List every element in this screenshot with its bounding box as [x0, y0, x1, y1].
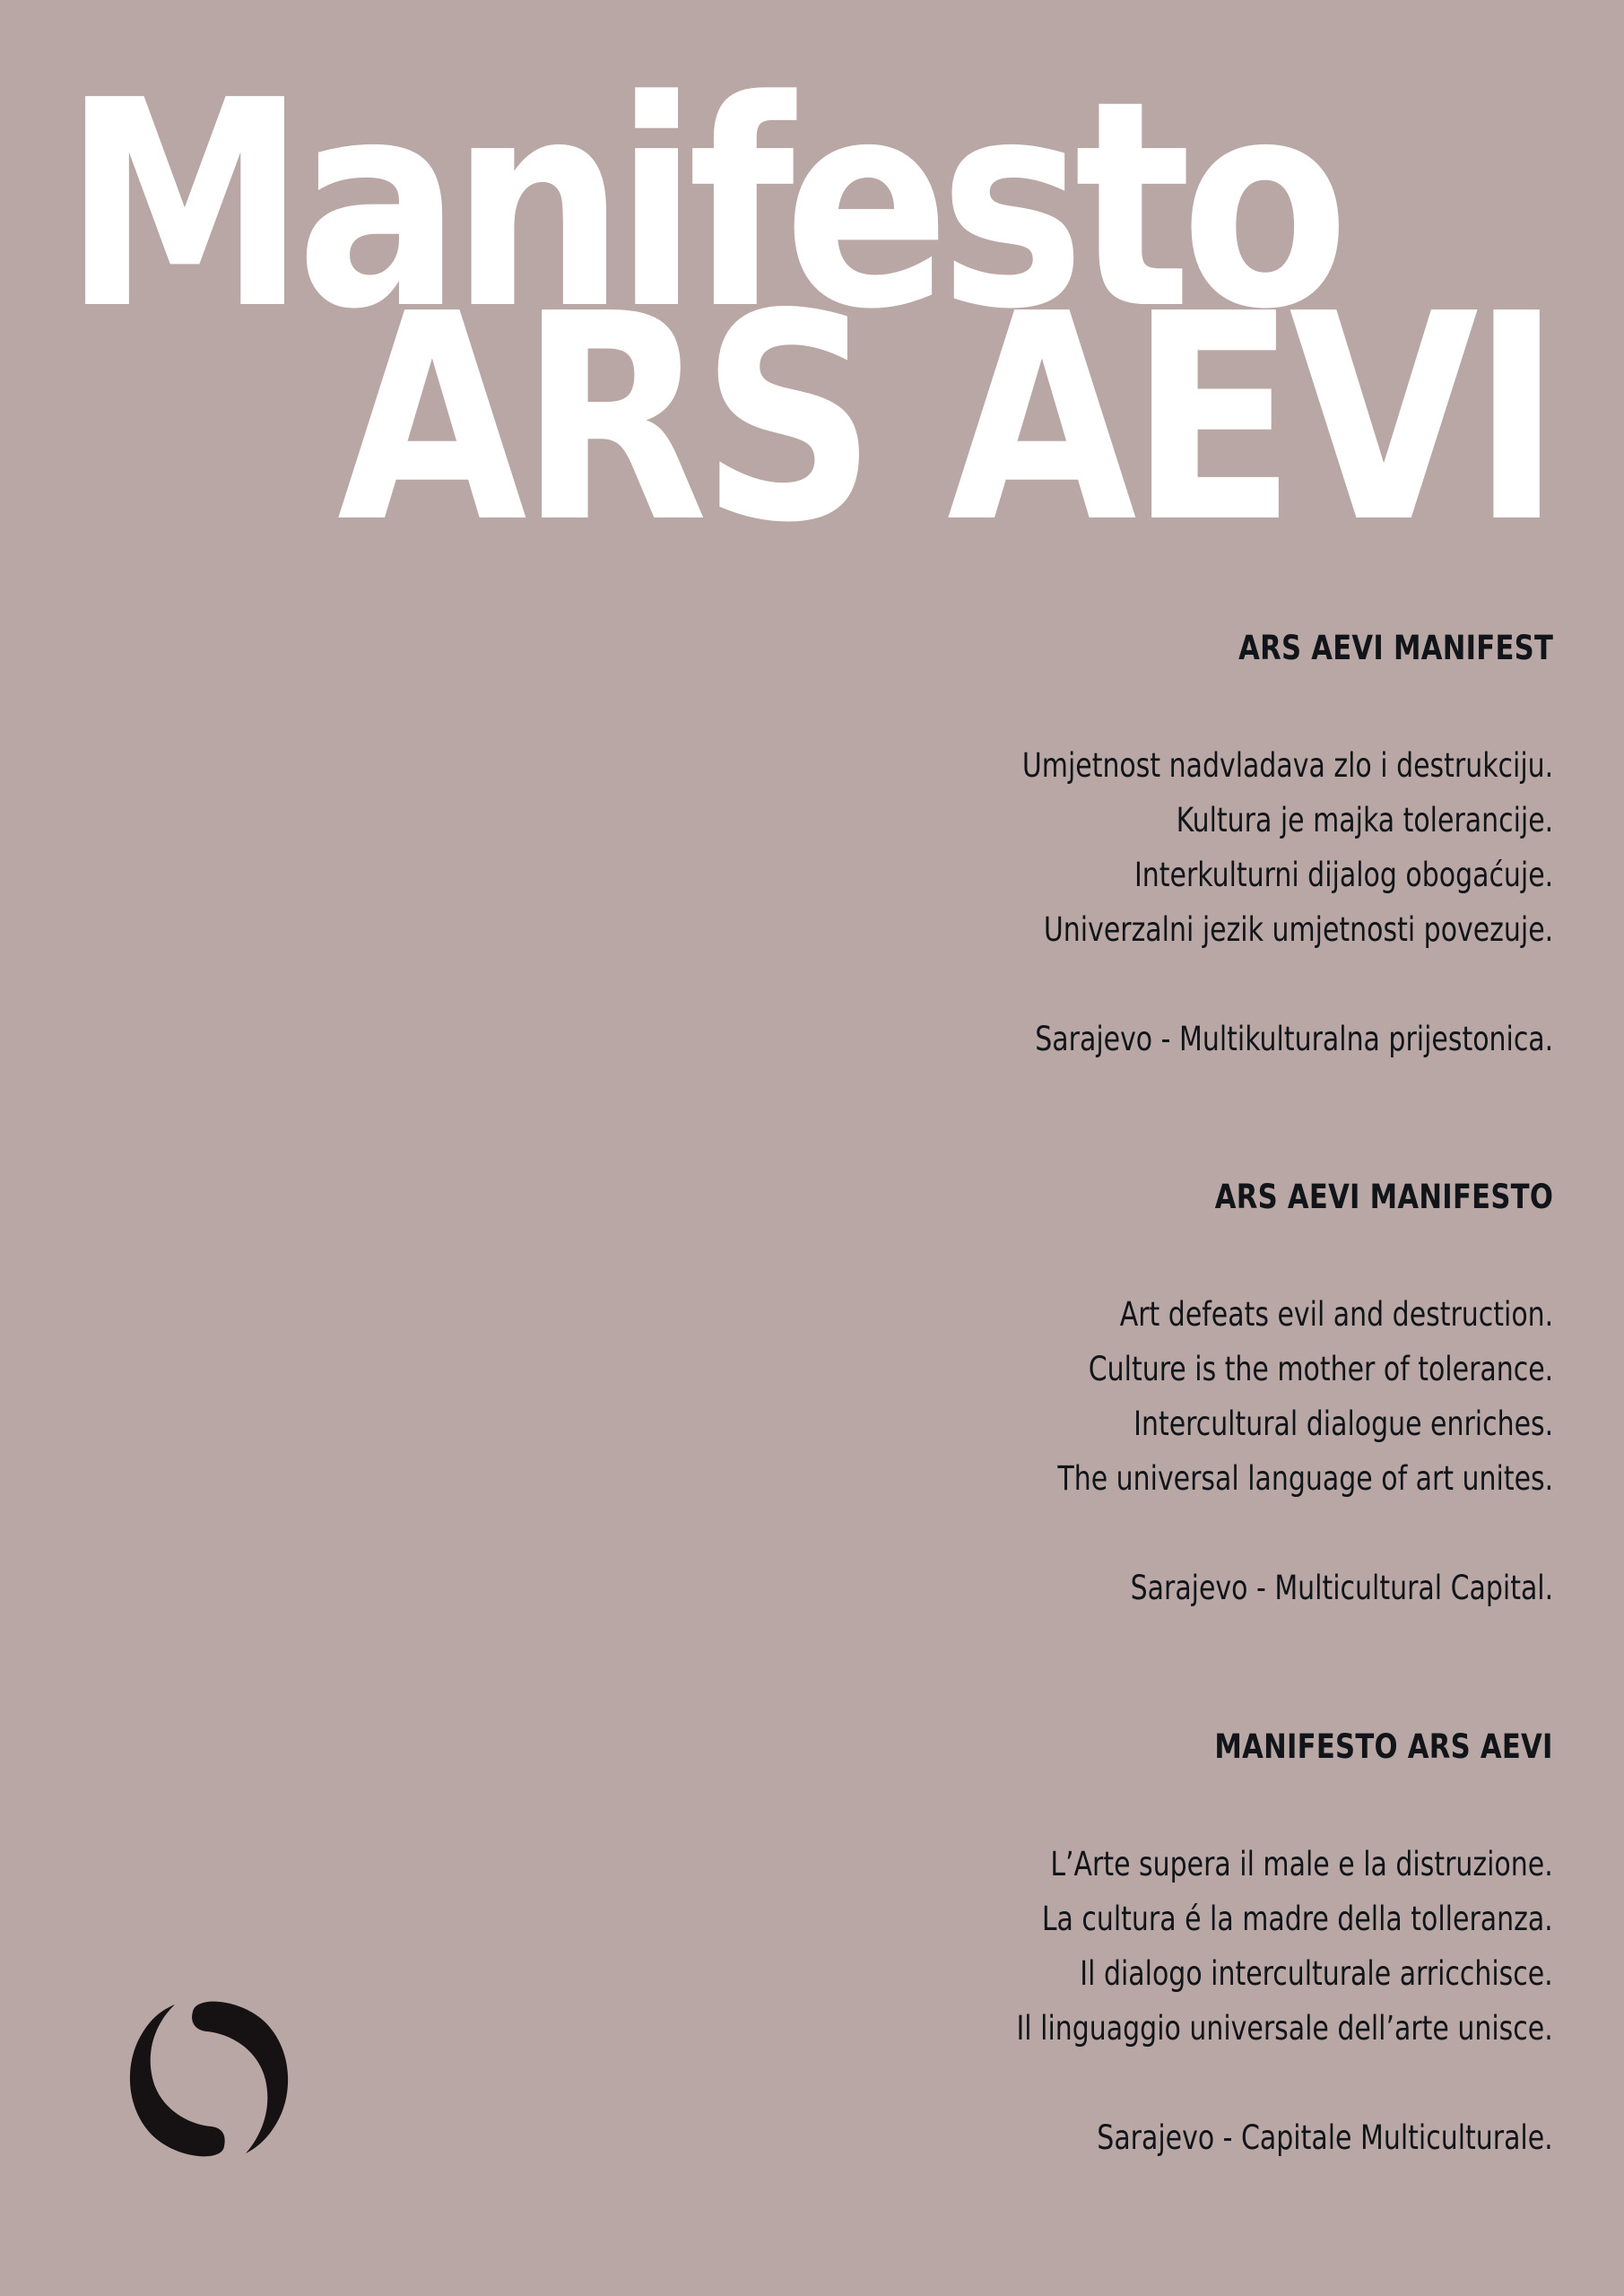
manifest-line: Intercultural dialogue enriches.	[1133, 1405, 1553, 1443]
manifest-line: Culture is the mother of tolerance.	[1088, 1350, 1553, 1388]
title-manifesto: Manifesto	[63, 39, 1339, 371]
manifest-section-bosnian	[963, 631, 1553, 1066]
manifest-section-english	[1003, 1179, 1553, 1615]
manifest-line: Interkulturni dijalog obogaćuje.	[1133, 856, 1553, 894]
manifest-line: Univerzalni jezik umjetnosti povezuje.	[1043, 910, 1553, 949]
manifest-closing: Sarajevo - Multikulturalna prijestonica.	[1035, 1020, 1553, 1058]
manifest-closing: Sarajevo - Capitale Multiculturale.	[1097, 2118, 1553, 2157]
manifest-section-italian	[957, 1729, 1553, 2165]
ars-aevi-swirl-logo-icon	[124, 1994, 294, 2164]
manifest-line: Il dialogo interculturale arricchisce.	[1080, 1954, 1553, 1993]
manifest-line: Il linguaggio universale dell’arte unisce.	[1016, 2009, 1553, 2048]
manifest-line: Kultura je majka tolerancije.	[1176, 801, 1553, 839]
manifest-lines	[957, 1837, 1553, 2165]
manifest-lines	[1003, 1287, 1553, 1615]
manifest-line: L’Arte supera il male e la distruzione.	[1050, 1845, 1553, 1883]
title-ars-aevi: ARS AEVI	[336, 253, 1554, 585]
manifest-line: Art defeats evil and destruction.	[1119, 1295, 1553, 1334]
manifest-line: The universal language of art unites.	[1057, 1459, 1553, 1498]
section-heading: ARS AEVI MANIFEST	[1238, 629, 1553, 667]
section-heading: MANIFESTO ARS AEVI	[1214, 1727, 1553, 1766]
manifest-closing: Sarajevo - Multicultural Capital.	[1130, 1569, 1553, 1607]
manifest-lines	[963, 738, 1553, 1066]
manifest-line: Umjetnost nadvladava zlo i destrukciju.	[1021, 746, 1553, 785]
section-heading: ARS AEVI MANIFESTO	[1214, 1178, 1553, 1216]
manifest-line: La cultura é la madre della tolleranza.	[1042, 1900, 1553, 1938]
